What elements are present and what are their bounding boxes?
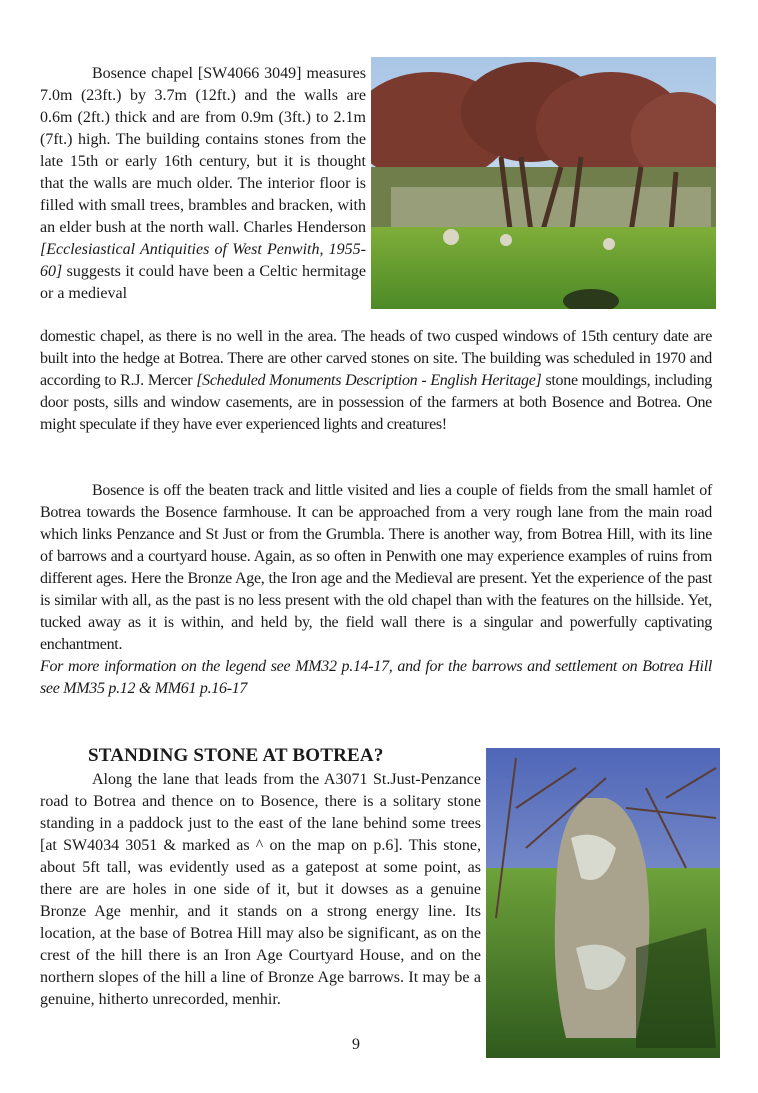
chapel-description-continued <box>40 326 712 436</box>
chapel-continued-text-a: domestic chapel, as there is no well in the area. The heads of two cusped windows of 15th century date are built into the hedge at Botrea. There are other carved stones on site. The building was scheduled in 1970 and according to R.J. Mercer <box>40 328 712 389</box>
henderson-citation: [Ecclesiastical Antiquities of West Penwith, 1955-60] <box>40 241 366 280</box>
chapel-ruins-image <box>371 57 716 309</box>
standing-stone-text: Along the lane that leads from the A3071 St.Just-Penzance road to Botrea and thence on to Bosence, there is a solitary stone standing in a paddock just to the east of the lane behind some trees [at SW4034 3051 & marked as ^ on the map on p.6]. This stone, about 5ft tall, was evidently used as a gatepost at some point, as there are are holes in one side of it, but it dowses as a genuine Bronze Age menhir, and it stands on a strong energy line. Its location, at the base of Botrea Hill may also be significant, as on the crest of the hill there is an Iron Age Courtyard House, and on the northern slopes of the hill a line of Bronze Age barrows. It may be a genuine, hitherto unrecorded, menhir. <box>40 771 481 1008</box>
bosence-location-paragraph <box>40 480 712 700</box>
chapel-continued-text-b: stone mouldings, including door posts, sills and window casements, are in possession of the farmers at both Bosence and Botrea. One might speculate if they have ever experienced lights and creatures! <box>40 372 712 433</box>
further-reading-note <box>40 656 712 700</box>
chapel-intro-tail: suggests it could have been a Celtic hermitage or a medieval <box>40 263 366 302</box>
page-number: 9 <box>352 1036 360 1053</box>
chapel-ruins-photo <box>371 57 716 309</box>
further-reading-text: For more information on the legend see MM32 p.14-17, and for the barrows and settlement on Botrea Hill see MM35 p.12 & MM61 p.16-17 <box>40 658 712 697</box>
chapel-intro-text: Bosence chapel [SW4066 3049] measures 7.0m (23ft.) by 3.7m (12ft.) and the walls are 0.6m (2ft.) thick and are from 0.9m (3ft.) to 2.1m (7ft.) high. The building contains stones from the late 15th or early 16th century, but it is thought that the walls are much older. The interior floor is filled with small trees, brambles and bracken, with an elder bush at the north wall. Charles Henderson <box>40 65 366 236</box>
standing-stone-heading: STANDING STONE AT BOTREA? <box>88 745 384 766</box>
chapel-description-intro <box>40 63 366 305</box>
standing-stone-photo <box>486 748 720 1058</box>
mercer-citation: [Scheduled Monuments Description - English Heritage] <box>196 372 542 389</box>
standing-stone-paragraph <box>40 769 481 1011</box>
standing-stone-image <box>486 748 720 1058</box>
bosence-location-text: Bosence is off the beaten track and little visited and lies a couple of fields from the small hamlet of Botrea towards the Bosence farmhouse. It can be approached from a very rough lane from the main road which links Penzance and St Just or from the Grumbla. There is another way, from Botrea Hill, with its line of barrows and a courtyard house. Again, as so often in Penwith one may experience examples of ruins from different ages. Here the Bronze Age, the Iron age and the Medieval are present. Yet the experience of the past is similar with all, as the past is no less present with the old chapel than with the features on the hillside. Yet, tucked away as it is within, and held by, the field wall there is a singular and powerfully captivating enchantment. <box>40 482 712 653</box>
